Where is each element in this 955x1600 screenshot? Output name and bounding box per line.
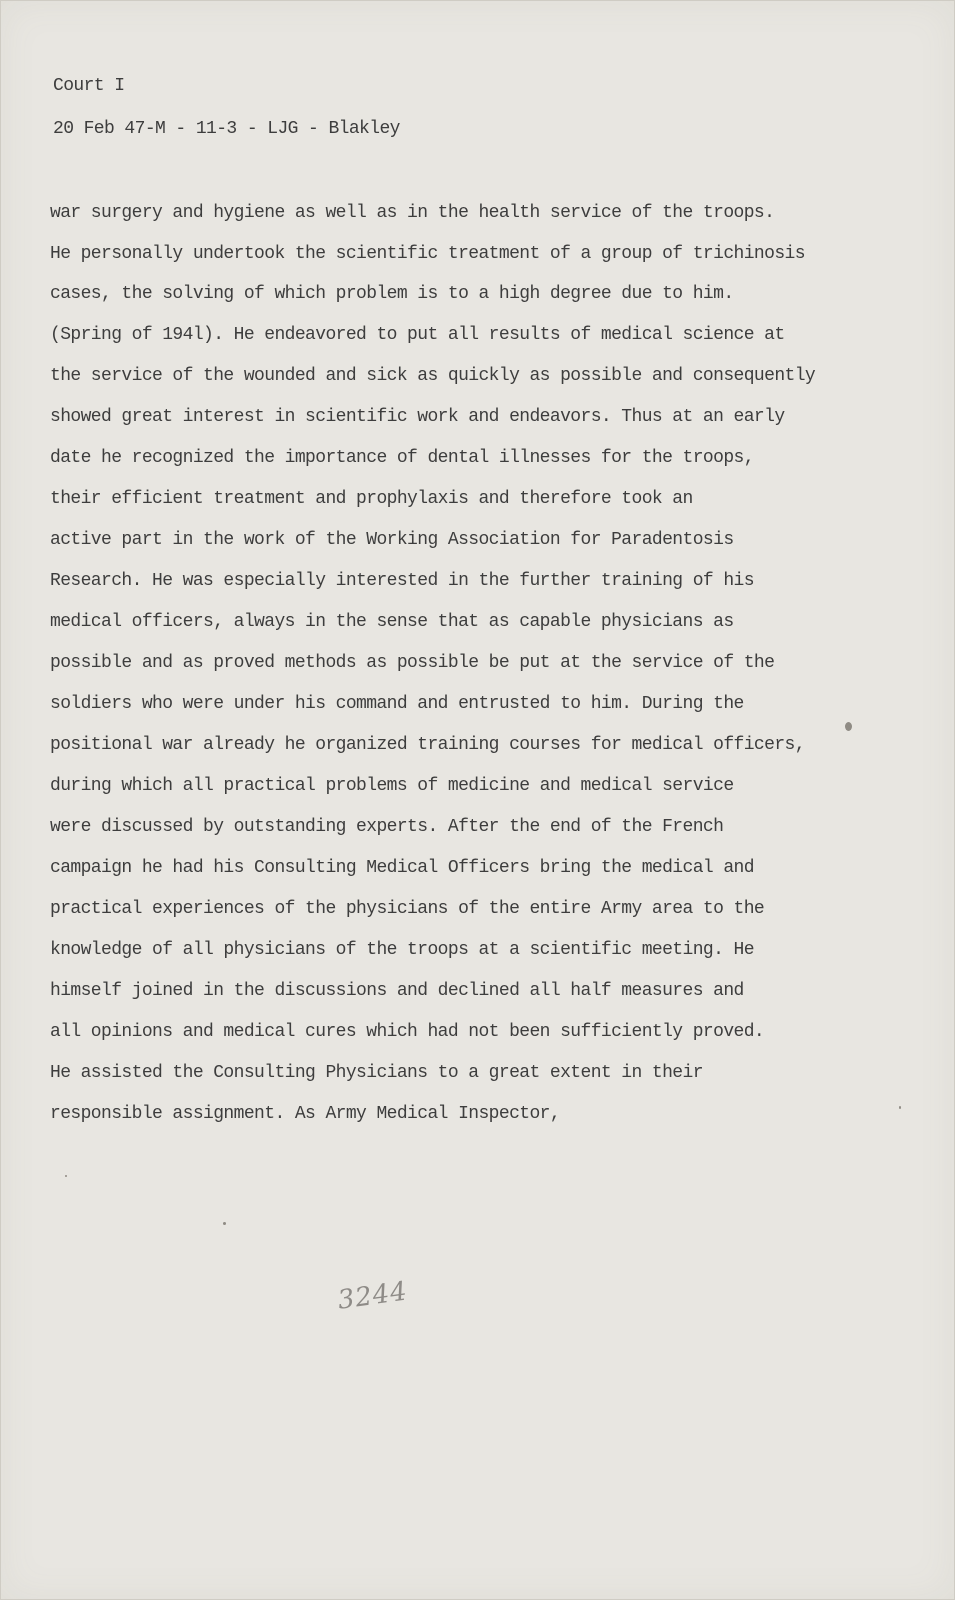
- court-label: Court I: [53, 76, 125, 96]
- paper-speck: [65, 1175, 67, 1177]
- text-line: during which all practical problems of medicine and medical service: [50, 776, 734, 796]
- text-line: knowledge of all physicians of the troops at a scientific meeting. He: [50, 940, 754, 960]
- text-line: (Spring of 194l). He endeavored to put all results of medical science at: [50, 325, 785, 345]
- paper-speck: [845, 722, 852, 731]
- paper-speck: [899, 1106, 901, 1109]
- text-line: He assisted the Consulting Physicians to a great extent in their: [50, 1063, 703, 1083]
- text-line: were discussed by outstanding experts. After the end of the French: [50, 817, 724, 837]
- text-line: positional war already he organized training courses for medical officers,: [50, 735, 805, 755]
- text-line: the service of the wounded and sick as quickly as possible and consequently: [50, 366, 816, 386]
- text-line: possible and as proved methods as possible be put at the service of the: [50, 653, 775, 673]
- text-line: war surgery and hygiene as well as in the health service of the troops.: [50, 203, 775, 223]
- text-line: soldiers who were under his command and entrusted to him. During the: [50, 694, 744, 714]
- text-line: showed great interest in scientific work and endeavors. Thus at an early: [50, 407, 785, 427]
- handwritten-page-number: 3244: [335, 1276, 410, 1316]
- text-line: medical officers, always in the sense that as capable physicians as: [50, 612, 734, 632]
- text-line: practical experiences of the physicians of the entire Army area to the: [50, 899, 765, 919]
- text-line: active part in the work of the Working Association for Paradentosis: [50, 530, 734, 550]
- text-line: their efficient treatment and prophylaxis and therefore took an: [50, 489, 693, 509]
- text-line: campaign he had his Consulting Medical Officers bring the medical and: [50, 858, 754, 878]
- text-line: Research. He was especially interested in the further training of his: [50, 571, 754, 591]
- paper-speck: [223, 1222, 226, 1225]
- text-line: date he recognized the importance of dental illnesses for the troops,: [50, 448, 754, 468]
- session-line: 20 Feb 47-M - 11-3 - LJG - Blakley: [53, 119, 400, 139]
- text-line: himself joined in the discussions and declined all half measures and: [50, 981, 744, 1001]
- text-line: all opinions and medical cures which had not been sufficiently proved.: [50, 1022, 765, 1042]
- text-line: responsible assignment. As Army Medical Inspector,: [50, 1104, 561, 1124]
- text-line: He personally undertook the scientific treatment of a group of trichinosis: [50, 244, 805, 264]
- text-line: cases, the solving of which problem is to a high degree due to him.: [50, 284, 734, 304]
